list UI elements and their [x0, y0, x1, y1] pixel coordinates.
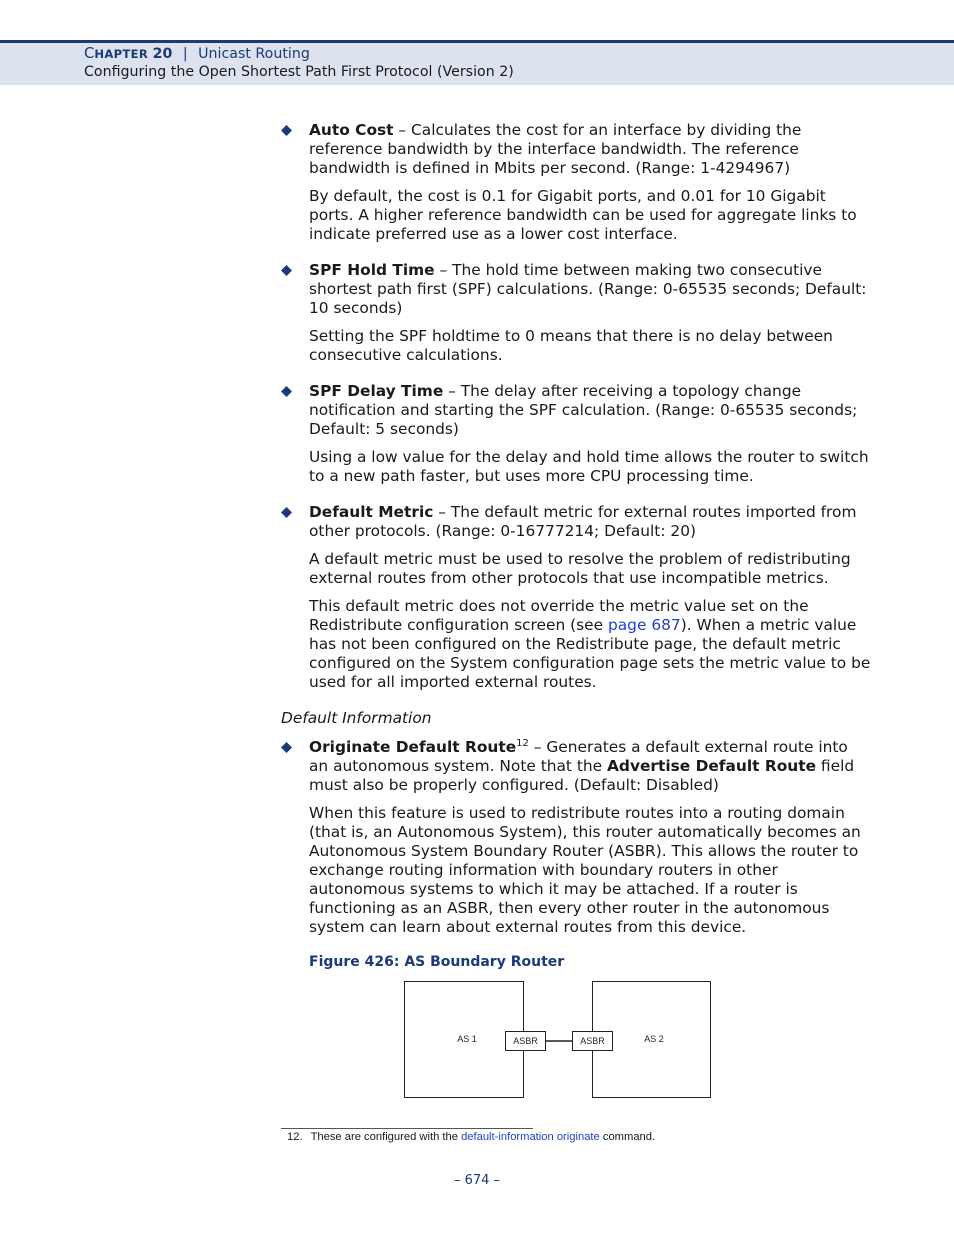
- as1-label: AS 1: [457, 1034, 477, 1044]
- as-boundary-router-diagram: [403, 980, 713, 1100]
- item-term: Originate Default Route: [309, 738, 517, 756]
- footnote-number: 12.: [287, 1131, 303, 1143]
- list-item-originate-default-route: [281, 738, 871, 795]
- item-description: – The default metric for external routes imported from other protocols. (Range: 0-16777214; Default: 20): [309, 503, 857, 540]
- diamond-bullet-icon: [281, 386, 292, 397]
- page-header: [0, 43, 954, 85]
- chapter-number: 20: [152, 46, 173, 62]
- section-subtitle: Configuring the Open Shortest Path First Protocol (Version 2): [84, 64, 514, 80]
- item-description: – Calculates the cost for an interface by dividing the reference bandwidth by the interface bandwidth. The reference bandwidth is defined in Mbits per second. (Range: 1-4294967): [309, 121, 802, 177]
- item-paragraph: A default metric must be used to resolve the problem of redistributing external routes from other protocols that use incompatible metrics.: [309, 550, 851, 587]
- diamond-bullet-icon: [281, 125, 292, 136]
- footnote-rule: [281, 1128, 533, 1129]
- item-term: Default Metric: [309, 503, 434, 521]
- paragraph-text: This default metric does not override the metric value set on the Redistribute configuration screen (see: [309, 597, 809, 634]
- command-link[interactable]: default-information originate: [461, 1131, 600, 1143]
- diamond-bullet-icon: [281, 507, 292, 518]
- item-paragraph: [281, 597, 871, 692]
- figure-caption: Figure 426: AS Boundary Router: [309, 954, 565, 970]
- item-paragraph: Using a low value for the delay and hold time allows the router to switch to a new path faster, but uses more CPU processing time.: [309, 448, 869, 485]
- item-description: – Generates a default external route into an autonomous system. Note that the: [309, 738, 848, 775]
- as2-label: AS 2: [644, 1034, 664, 1044]
- item-term: SPF Hold Time: [309, 261, 435, 279]
- main-content: [281, 121, 871, 937]
- item-description: field must also be properly configured. (Default: Disabled): [309, 757, 855, 794]
- chapter-initial: C: [84, 45, 95, 62]
- field-name: Advertise Default Route: [607, 757, 817, 775]
- chapter-line: [84, 45, 954, 63]
- footnote-text: These are configured with the: [310, 1131, 462, 1143]
- footnote: [287, 1131, 655, 1143]
- asbr-left-label: ASBR: [513, 1036, 538, 1046]
- item-paragraph: When this feature is used to redistribute routes into a routing domain (that is, an Autonomous System), this router automatically becomes an Autonomous System Boundary Router (ASBR). This allows the router to exchange routing information with boundary routers in other autonomous systems to which it may be attached. If a router is functioning as an ASBR, then every other router in the autonomous system can learn about external routes from this device.: [309, 804, 861, 936]
- paragraph-text: ). When a metric value has not been configured on the Redistribute page, the default metric configured on the System configuration page sets the metric value to be used for all imported external routes.: [309, 616, 871, 691]
- item-term: Auto Cost: [309, 121, 394, 139]
- footnote-text: command.: [599, 1131, 656, 1143]
- item-description: – The delay after receiving a topology change notification and starting the SPF calculation. (Range: 0-65535 seconds; Default: 5 seconds): [309, 382, 858, 438]
- diamond-bullet-icon: [281, 265, 292, 276]
- item-term: SPF Delay Time: [309, 382, 444, 400]
- page-link[interactable]: page 687: [607, 616, 681, 634]
- list-item-auto-cost: [281, 121, 871, 178]
- item-description: – The hold time between making two consecutive shortest path first (SPF) calculations. (Range: 0-65535 seconds; Default: 10 seconds): [309, 261, 867, 317]
- diamond-bullet-icon: [281, 742, 292, 753]
- page-number: [0, 1173, 954, 1188]
- chapter-separator: |: [182, 46, 188, 62]
- item-paragraph: By default, the cost is 0.1 for Gigabit ports, and 0.01 for 10 Gigabit ports. A higher reference bandwidth can be used for aggregate links to indicate preferred use as a lower cost interface.: [309, 187, 857, 243]
- footnote-ref: 12: [516, 738, 529, 749]
- asbr-right-label: ASBR: [580, 1036, 605, 1046]
- section-heading: Default Information: [281, 709, 432, 727]
- list-item-spf-delay-time: [281, 382, 871, 439]
- list-item-default-metric: [281, 503, 871, 541]
- page-number-text: – 674 –: [453, 1173, 501, 1188]
- chapter-title: Unicast Routing: [198, 46, 310, 62]
- item-paragraph: Setting the SPF holdtime to 0 means that there is no delay between consecutive calculations.: [309, 327, 833, 364]
- list-item-spf-hold-time: [281, 261, 871, 318]
- chapter-word: HAPTER: [94, 47, 149, 61]
